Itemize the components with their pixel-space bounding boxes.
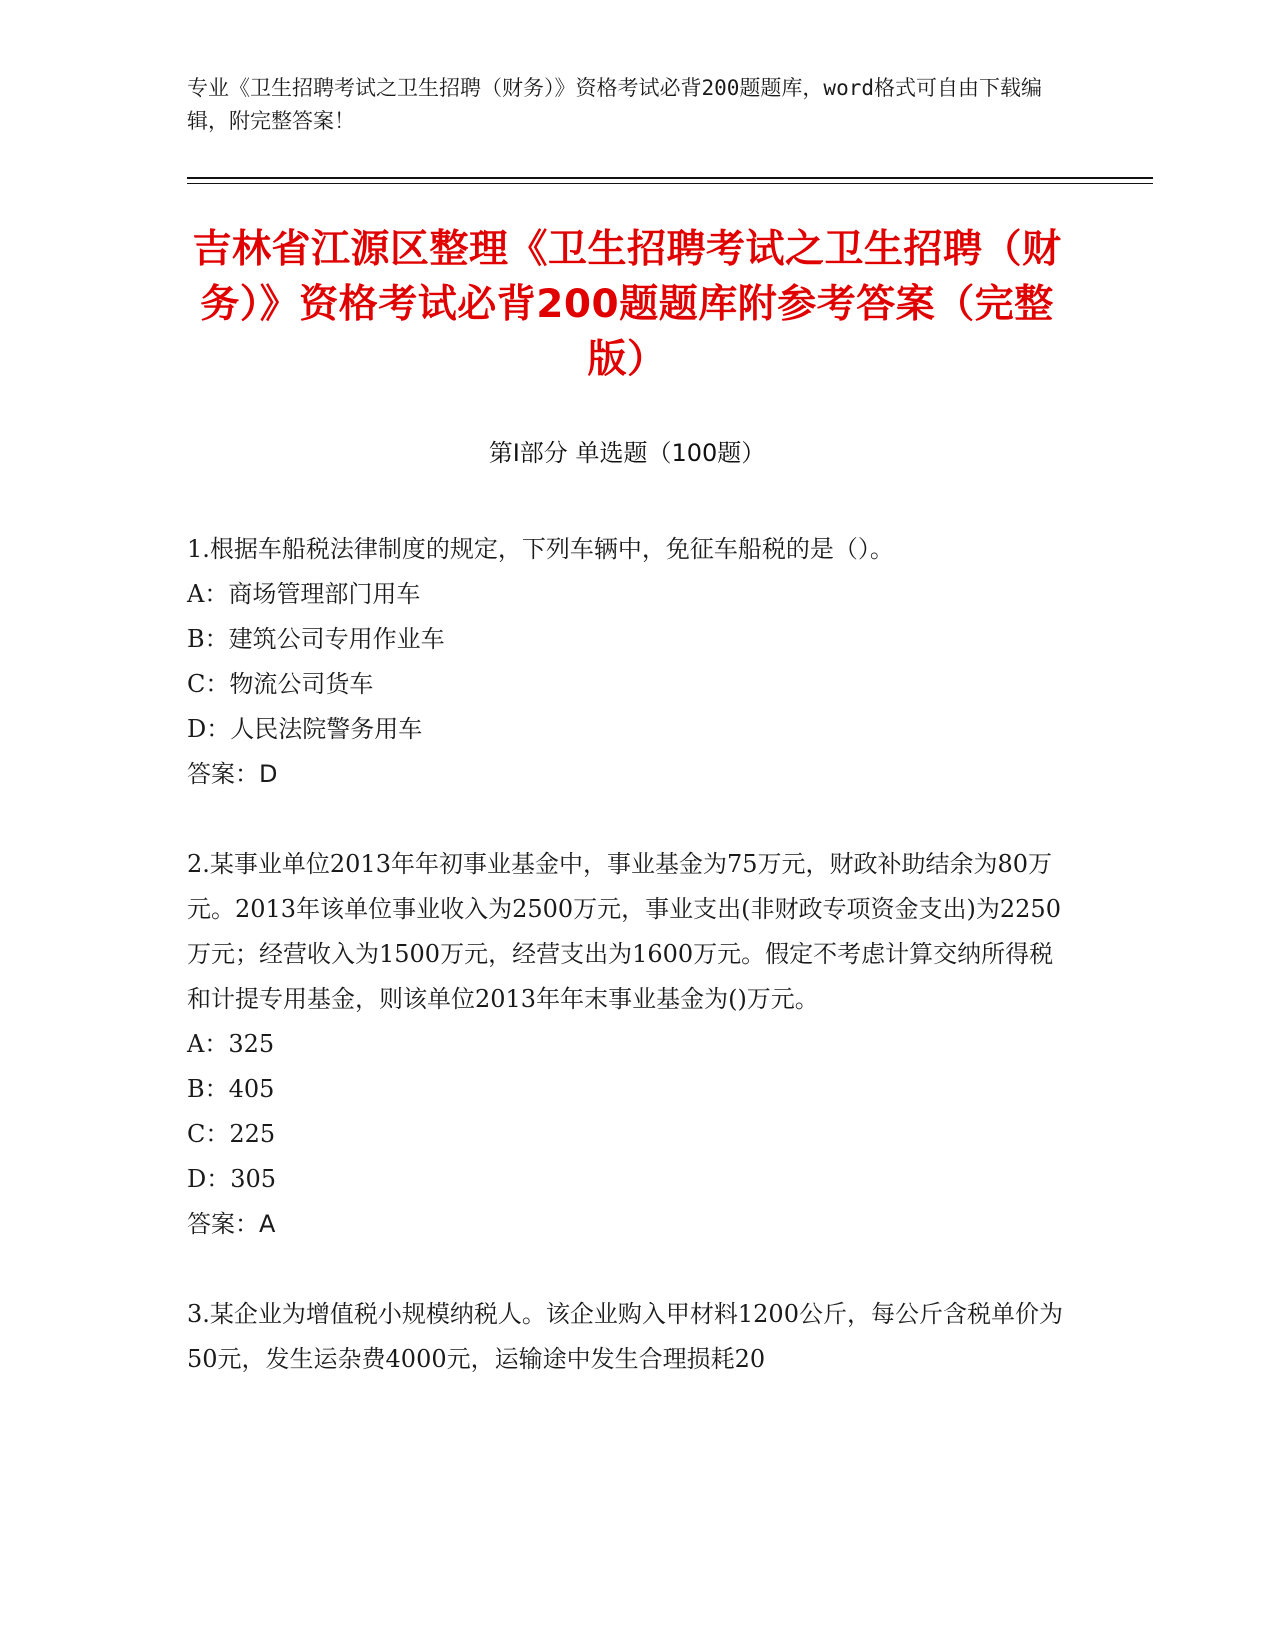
question-text: 1.根据车船税法律制度的规定，下列车辆中，免征车船税的是（）。	[187, 535, 894, 563]
header-divider-thick	[187, 177, 1153, 179]
option-a: A：商场管理部门用车	[187, 580, 421, 608]
question-list	[187, 527, 1067, 1382]
header-divider-thin	[187, 183, 1153, 184]
question-text: 3.某企业为增值税小规模纳税人。该企业购入甲材料1200公斤，每公斤含税单价为50元，发生运杂费4000元，运输途中发生合理损耗20	[187, 1300, 1063, 1373]
option-d: D：人民法院警务用车	[187, 715, 423, 743]
option-b: B：建筑公司专用作业车	[187, 625, 445, 653]
question-text: 2.某事业单位2013年年初事业基金中，事业基金为75万元，财政补助结余为80万元。2013年该单位事业收入为2500万元，事业支出(非财政专项资金支出)为2250万元；经营收入为1500万元，经营支出为1600万元。假定不考虑计算交纳所得税和计提专用基金，则该单位2013年年末事业基金为()万元。	[187, 850, 1061, 1013]
question-spacer	[187, 1247, 1067, 1292]
question-item	[187, 1292, 1067, 1382]
header-note: 专业《卫生招聘考试之卫生招聘（财务）》资格考试必背200题题库，word格式可自由下载编辑，附完整答案！	[187, 76, 1042, 133]
section-heading: 第I部分 单选题（100题）	[488, 439, 766, 467]
answer-line: 答案：D	[187, 760, 278, 788]
document-title: 吉林省江源区整理《卫生招聘考试之卫生招聘（财务）》资格考试必背200题题库附参考答案（完整版）	[192, 227, 1062, 382]
answer-line: 答案：A	[187, 1210, 276, 1238]
question-item	[187, 842, 1067, 1247]
question-spacer	[187, 797, 1067, 842]
question-item	[187, 527, 1067, 797]
option-c: C：225	[187, 1120, 276, 1148]
option-b: B：405	[187, 1075, 275, 1103]
option-a: A：325	[187, 1030, 275, 1058]
option-d: D：305	[187, 1165, 277, 1193]
option-c: C：物流公司货车	[187, 670, 374, 698]
